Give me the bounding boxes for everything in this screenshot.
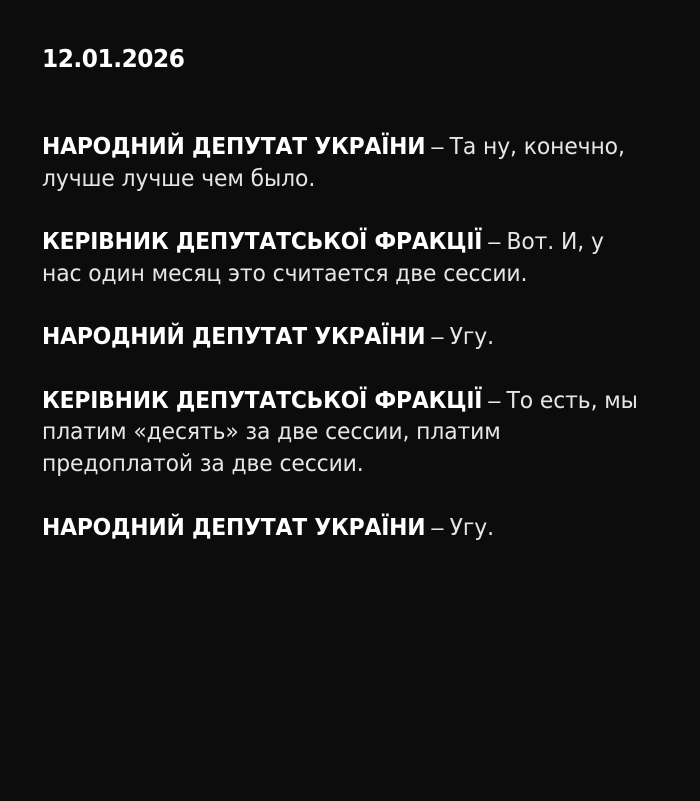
speech-dash: –: [431, 323, 444, 350]
speech-dash: –: [431, 513, 444, 540]
dialogue-line: [42, 385, 650, 480]
bottom-spacer: [42, 543, 658, 583]
utterance-text: Угу.: [449, 324, 494, 351]
dialogue-list: [42, 131, 658, 543]
dialogue-line: [42, 226, 650, 289]
speaker-label: НАРОДНИЙ ДЕПУТАТ УКРАЇНИ: [42, 324, 426, 351]
speech-dash: –: [488, 386, 501, 413]
speech-dash: –: [431, 133, 444, 159]
speaker-label: НАРОДНИЙ ДЕПУТАТ УКРАЇНИ: [42, 514, 426, 541]
dialogue-line: [42, 321, 650, 353]
dialogue-line: [42, 512, 650, 544]
utterance-text: То есть, мы платим «десять» за две сессии, платим предоплатой за две сессии.: [42, 387, 638, 478]
speaker-label: НАРОДНИЙ ДЕПУТАТ УКРАЇНИ: [42, 134, 426, 160]
dialogue-line: [42, 131, 650, 194]
utterance-text: Угу.: [449, 514, 494, 541]
transcript-date: 12.01.2026: [42, 44, 185, 73]
speech-dash: –: [488, 228, 501, 255]
utterance-text: Вот. И, у нас один месяц это считается две сессии.: [42, 229, 604, 287]
speaker-label: КЕРІВНИК ДЕПУТАТСЬКОЇ ФРАКЦІЇ: [42, 229, 483, 256]
utterance-text: Та ну, конечно, лучше лучше чем было.: [42, 134, 625, 192]
speaker-label: КЕРІВНИК ДЕПУТАТСЬКОЇ ФРАКЦІЇ: [42, 387, 483, 414]
